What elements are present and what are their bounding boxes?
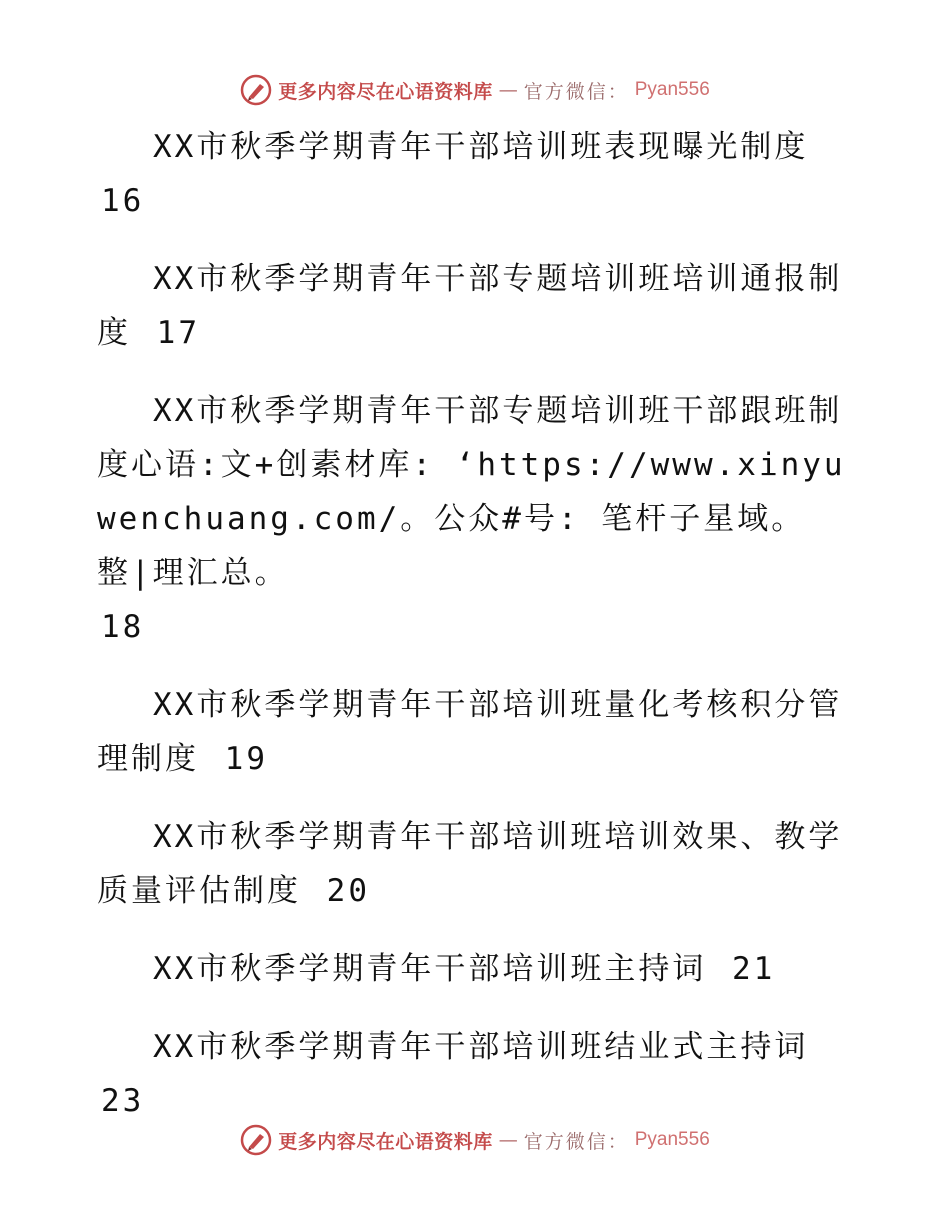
toc-entry-page: 16 [101, 183, 145, 219]
watermark-wechat-id: Pyan556 [634, 79, 710, 100]
toc-entry-page: 23 [101, 1083, 145, 1119]
toc-entry[interactable] [97, 678, 857, 786]
toc-entry[interactable] [97, 810, 857, 918]
pen-logo-icon [240, 1124, 272, 1156]
watermark-separator: — [498, 1129, 518, 1151]
toc-entry-title: XX市秋季学期青年干部培训班表现曝光制度 [153, 129, 809, 165]
toc-entry-title: XX市秋季学期青年干部专题培训班培训通报制度 [97, 261, 843, 351]
toc-entry-title: XX市秋季学期青年干部培训班培训效果、教学质量评估制度 [97, 819, 843, 909]
watermark-wechat-label: 官方微信： [523, 1130, 629, 1153]
watermark-text: 更多内容尽在心语资料库 [278, 80, 493, 103]
toc-entry-title: XX市秋季学期青年干部培训班结业式主持词 [153, 1029, 809, 1065]
watermark-text: 更多内容尽在心语资料库 [278, 1130, 493, 1153]
toc-entry[interactable] [97, 252, 857, 360]
watermark-header [0, 70, 950, 110]
table-of-contents [97, 120, 857, 1152]
watermark-group [240, 1124, 710, 1156]
pen-logo-icon [240, 74, 272, 106]
watermark-group [240, 74, 710, 106]
toc-entry-page: 17 [156, 315, 200, 351]
toc-entry[interactable] [97, 942, 857, 996]
watermark-separator: — [498, 79, 518, 101]
watermark-footer [0, 1120, 950, 1160]
toc-entry-page: 21 [732, 951, 776, 987]
toc-entry-title: XX市秋季学期青年干部培训班主持词 [153, 951, 707, 987]
toc-entry[interactable] [97, 384, 857, 654]
watermark-wechat-id: Pyan556 [634, 1129, 710, 1150]
toc-entry-title: XX市秋季学期青年干部专题培训班干部跟班制度心语:文+创素材库: ‘https://www.xinyuwenchuang.com/。公众#号: 笔杆子星域。整|理汇总。 [97, 393, 846, 591]
toc-entry[interactable] [97, 1020, 857, 1128]
toc-entry[interactable] [97, 120, 857, 228]
toc-entry-page: 19 [224, 741, 268, 777]
toc-entry-page: 18 [101, 609, 145, 645]
watermark-wechat-label: 官方微信： [523, 80, 629, 103]
toc-entry-page: 20 [326, 873, 370, 909]
toc-entry-title: XX市秋季学期青年干部培训班量化考核积分管理制度 [97, 687, 843, 777]
